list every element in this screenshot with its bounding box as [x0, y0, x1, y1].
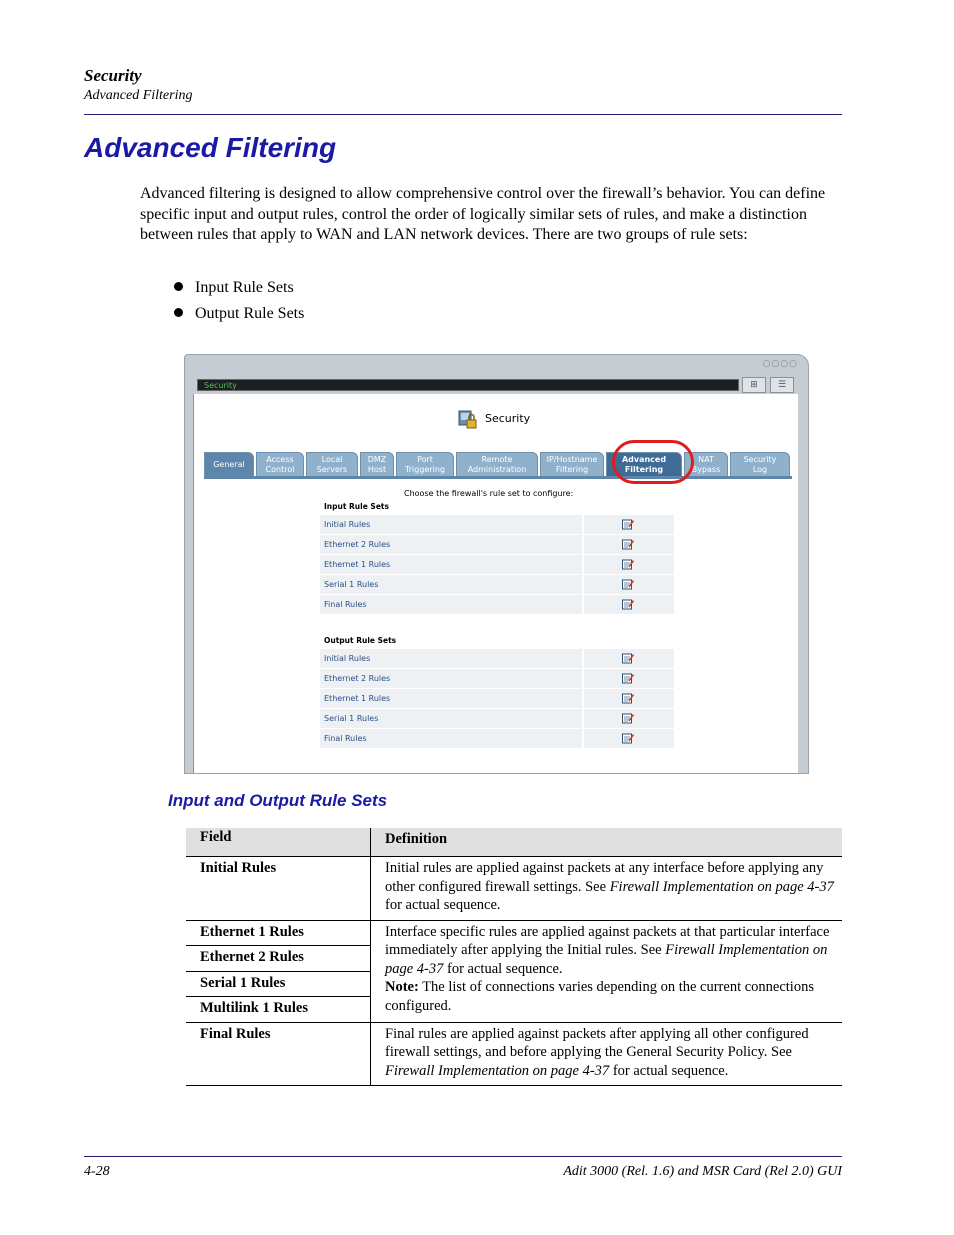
- network-map-icon: ⊞: [742, 377, 766, 393]
- tab-ip-hostname-filtering[interactable]: IP/Hostname Filtering: [540, 452, 604, 476]
- rule-row: [320, 555, 674, 574]
- field-cell: Final Rules: [186, 1022, 371, 1086]
- running-header-section: Security: [84, 66, 142, 85]
- rule-link[interactable]: Final Rules: [320, 595, 582, 614]
- intro-paragraph: Advanced filtering is designed to allow comprehensive control over the firewall’s behavior. You can define specific input and output rules, control the order of logically similar sets of rules, and make a distinction between rules that apply to WAN and LAN network devices. There are two groups of rule sets:: [140, 185, 826, 243]
- section-heading: Input and Output Rule Sets: [168, 791, 388, 810]
- edit-icon[interactable]: [622, 693, 634, 704]
- footer-rule: [84, 1156, 842, 1157]
- field-cell: Initial Rules: [186, 857, 371, 921]
- rule-link[interactable]: Final Rules: [320, 729, 582, 748]
- rule-link[interactable]: Ethernet 1 Rules: [320, 689, 582, 708]
- rule-link[interactable]: Serial 1 Rules: [320, 575, 582, 594]
- column-header-field: Field: [186, 828, 371, 857]
- highlight-circle: [612, 440, 694, 484]
- page-title: Advanced Filtering: [84, 132, 337, 163]
- page-number: 4-28: [84, 1164, 110, 1179]
- tab-nat-bypass[interactable]: NAT Bypass: [684, 452, 728, 476]
- tab-security-log[interactable]: Security Log: [730, 452, 790, 476]
- rule-link[interactable]: Ethernet 1 Rules: [320, 555, 582, 574]
- table-row: [186, 920, 842, 946]
- tab-general[interactable]: General: [204, 452, 254, 476]
- rule-link[interactable]: Initial Rules: [320, 649, 582, 668]
- edit-icon[interactable]: [622, 599, 634, 610]
- address-bar: Security: [197, 379, 739, 391]
- edit-icon[interactable]: [622, 579, 634, 590]
- column-header-definition: Definition: [371, 828, 843, 857]
- embedded-screenshot: [184, 354, 809, 774]
- definition-cell: Initial rules are applied against packets at any interface before applying any other configured firewall settings. See Firewall Implementation on page 4-37 for actual sequence.: [371, 857, 843, 921]
- rule-link[interactable]: Serial 1 Rules: [320, 709, 582, 728]
- security-page: [193, 394, 798, 774]
- edit-icon[interactable]: [622, 653, 634, 664]
- edit-icon[interactable]: [622, 713, 634, 724]
- bullet-dot-icon: [174, 308, 183, 317]
- output-rule-sets-heading: Output Rule Sets: [324, 636, 397, 645]
- tab-port-triggering[interactable]: Port Triggering: [396, 452, 454, 476]
- rule-link[interactable]: Ethernet 2 Rules: [320, 535, 582, 554]
- rule-row: [320, 649, 674, 668]
- field-cell: Multilink 1 Rules: [186, 997, 371, 1023]
- choose-ruleset-text: Choose the firewall's rule set to configure:: [404, 489, 574, 498]
- field-definition-table: [186, 828, 842, 1086]
- tab-dmz-host[interactable]: DMZ Host: [360, 452, 394, 476]
- tab-advanced-filtering[interactable]: Advanced Filtering: [606, 452, 682, 476]
- screenshot-page-title: Security: [485, 412, 531, 425]
- rule-row: [320, 575, 674, 594]
- bullet-item: Input Rule Sets: [174, 279, 294, 297]
- table-row: [186, 1022, 842, 1086]
- rule-row: [320, 709, 674, 728]
- rule-row: [320, 595, 674, 614]
- definition-cell: Interface specific rules are applied against packets at that particular interface immediately after applying the Initial rules. See Firewall Implementation on page 4-37 for actual sequence. Note: The list of connections varies depending on the current connections configured.: [371, 920, 843, 1022]
- table-row: [186, 857, 842, 921]
- tab-local-servers[interactable]: Local Servers: [306, 452, 358, 476]
- bullet-dot-icon: [174, 282, 183, 291]
- tab-remote-administration[interactable]: Remote Administration: [456, 452, 538, 476]
- edit-icon[interactable]: [622, 519, 634, 530]
- bullet-item: Output Rule Sets: [174, 305, 304, 323]
- menu-icon: ☰: [770, 377, 794, 393]
- window-grip-icon: ○○○○: [762, 359, 798, 369]
- edit-icon[interactable]: [622, 559, 634, 570]
- tab-access-control[interactable]: Access Control: [256, 452, 304, 476]
- tab-underline: [204, 476, 792, 479]
- header-rule: [84, 114, 842, 115]
- field-cell: Ethernet 1 Rules: [186, 920, 371, 946]
- rule-link[interactable]: Ethernet 2 Rules: [320, 669, 582, 688]
- rule-row: [320, 535, 674, 554]
- edit-icon[interactable]: [622, 733, 634, 744]
- rule-row: [320, 689, 674, 708]
- field-cell: Ethernet 2 Rules: [186, 946, 371, 972]
- security-lock-icon: [458, 408, 478, 430]
- rule-row: [320, 515, 674, 534]
- running-header-subsection: Advanced Filtering: [84, 88, 193, 103]
- edit-icon[interactable]: [622, 539, 634, 550]
- rule-row: [320, 729, 674, 748]
- rule-row: [320, 669, 674, 688]
- document-title: Adit 3000 (Rel. 1.6) and MSR Card (Rel 2.0) GUI: [563, 1164, 842, 1179]
- field-cell: Serial 1 Rules: [186, 971, 371, 997]
- table-header-row: [186, 828, 842, 857]
- input-rule-sets-heading: Input Rule Sets: [324, 502, 389, 511]
- rule-link[interactable]: Initial Rules: [320, 515, 582, 534]
- edit-icon[interactable]: [622, 673, 634, 684]
- definition-cell: Final rules are applied against packets after applying all other configured firewall settings, and before applying the General Security Policy. See Firewall Implementation on page 4-37 for actual sequence.: [371, 1022, 843, 1086]
